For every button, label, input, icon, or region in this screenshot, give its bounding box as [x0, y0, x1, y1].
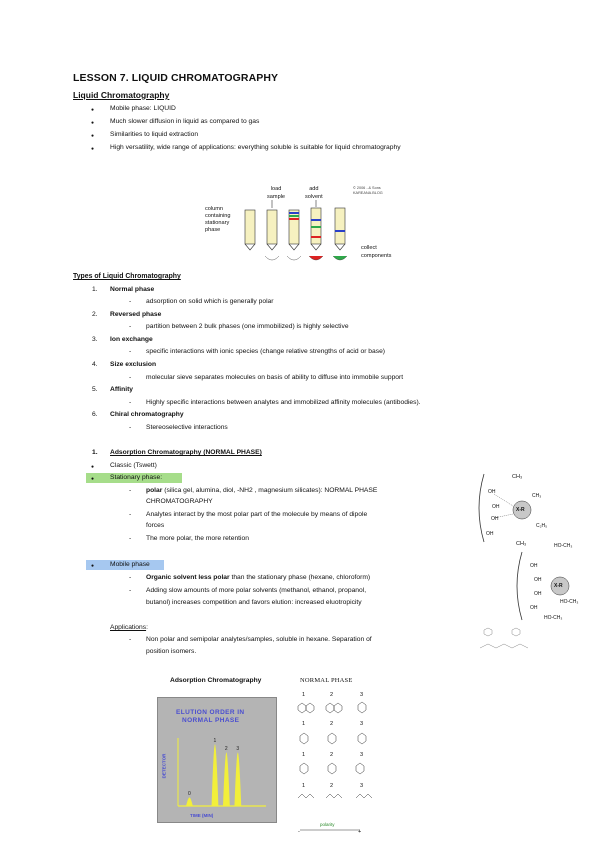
silica-surface-diagram-bottom: [510, 538, 595, 624]
chart-plot: [158, 698, 276, 822]
type-desc: - molecular sieve separates molecules on basis of ability to diffuse into immobile support: [146, 374, 403, 382]
type-number: 4.: [92, 361, 98, 368]
structure-number: 2: [330, 783, 334, 789]
structure-number: 3: [360, 692, 364, 698]
silica-surface-drawing-2: [510, 538, 595, 624]
structures-panel: [296, 688, 376, 838]
type-name: Affinity: [110, 386, 134, 393]
type-number: 5.: [92, 386, 98, 393]
hoch3-label: HO-CH₃: [544, 615, 563, 621]
xr-label: X-R: [554, 583, 563, 589]
stationary-item-dipole-cont: forces: [146, 522, 165, 529]
type-name: Normal phase: [110, 286, 155, 293]
oh-label: OH: [486, 531, 494, 537]
xr-label: X-R: [516, 507, 525, 513]
intro-bullet: ● Similarities to liquid extraction: [110, 131, 198, 139]
type-desc: - Stereoselective interactions: [146, 424, 228, 432]
columns-drawing: [195, 180, 405, 270]
chart-x-axis-label: TIME (MIN): [190, 813, 214, 818]
oh-label: OH: [530, 605, 538, 611]
structure-number: 3: [360, 721, 364, 727]
column-chromatography-diagram: [195, 180, 405, 270]
structure-number: 1: [302, 721, 306, 727]
applications-text-cont: position isomers.: [146, 648, 197, 655]
type-desc: - Highly specific interactions between analytes and immobilized affinity molecules (antibodies).: [146, 399, 421, 407]
adsorption-figure-label: Adsorption Chromatography: [170, 677, 262, 684]
chromatogram-peak-1: [212, 745, 218, 806]
stationary-item-retention: - The more polar, the more retention: [146, 535, 249, 543]
structure-number: 1: [302, 783, 306, 789]
polarity-label: polarity: [320, 822, 335, 827]
type-number: 1.: [92, 286, 98, 293]
type-name: Ion exchange: [110, 336, 153, 343]
isomer-sketch: [478, 626, 536, 654]
ch3-label: CH₃: [516, 541, 527, 547]
chart-title-line2: NORMAL PHASE: [182, 717, 240, 724]
peak-label-2: 2: [224, 745, 228, 752]
mobile-phase-label: ● Mobile phase: [110, 561, 150, 569]
section-subtitle: Liquid Chromatography: [73, 90, 170, 100]
elution-order-chart: [157, 697, 277, 823]
polarity-plus: +: [358, 829, 362, 835]
copyright-note: © 2006 ..& Sons KAREANA.BLOG: [353, 186, 383, 195]
intro-bullet: ● Much slower diffusion in liquid as compared to gas: [110, 118, 259, 126]
chart-title-line1: ELUTION ORDER IN: [176, 709, 245, 716]
column-label: column containing stationary phase: [205, 206, 231, 233]
chromatogram-peak-2: [223, 753, 229, 806]
silica-surface-diagram-top: [478, 470, 568, 546]
type-number: 6.: [92, 411, 98, 418]
intro-bullet: ● Mobile phase: LIQUID: [110, 105, 176, 113]
collect-components-label: collect components: [361, 245, 392, 259]
oh-label: OH: [530, 563, 538, 569]
structure-number: 3: [360, 752, 364, 758]
applications-text: - Non polar and semipolar analytes/samples, soluble in hexane. Separation of: [146, 636, 372, 644]
oh-label: OH: [491, 516, 499, 522]
stationary-item-polar-cont: CHROMATOGRAPHY: [146, 498, 213, 505]
stationary-phase-label: ● Stationary phase:: [110, 474, 162, 482]
type-name: Size exclusion: [110, 361, 157, 368]
oh-label: OH: [488, 489, 496, 495]
type-number: 3.: [92, 336, 98, 343]
page-title: LESSON 7. LIQUID CHROMATOGRAPHY: [73, 72, 279, 84]
structure-number: 2: [330, 752, 334, 758]
hoch3-label: HO-CH₃: [560, 599, 579, 605]
oh-label: OH: [534, 591, 542, 597]
stationary-item-dipole: - Analytes interact by the most polar part of the molecule by means of dipole: [146, 511, 367, 519]
add-solvent-label: add solvent: [305, 186, 323, 200]
type-number: 2.: [92, 311, 98, 318]
mobile-item-polar-solvents: - Adding slow amounts of more polar solvents (methanol, ethanol, propanol,: [146, 587, 366, 595]
types-heading: Types of Liquid Chromatography: [73, 273, 181, 280]
structure-number: 3: [360, 783, 364, 789]
c2h5-label: C₂H₅: [536, 523, 548, 529]
section-number: 1.: [92, 449, 98, 456]
polarity-minus: -: [298, 829, 300, 835]
structure-number: 2: [330, 721, 334, 727]
structures-drawing: [296, 688, 376, 838]
chromatogram-peak-3: [235, 753, 241, 806]
chart-y-axis-label: DETECTOR: [161, 753, 167, 779]
peak-label-1: 1: [213, 737, 217, 744]
classic-bullet: ● Classic (Tswett): [110, 462, 157, 470]
load-sample-label: load sample: [267, 186, 286, 200]
type-desc: - adsorption on solid which is generally polar: [146, 298, 274, 306]
peak-label-3: 3: [236, 745, 240, 752]
structure-number: 1: [302, 752, 306, 758]
ch3-label: CH₃: [532, 493, 542, 499]
peak-label-0: 0: [187, 790, 191, 797]
applications-label: Applications:: [110, 624, 148, 631]
type-desc: - specific interactions with ionic species (change relative strengths of acid or base): [146, 348, 385, 356]
mobile-item-polar-solvents-cont: butanol) increases competition and favors elution: increased eluotropicity: [146, 599, 362, 606]
mobile-item-solvent: - Organic solvent less polar than the stationary phase (hexane, chloroform): [146, 574, 370, 582]
stationary-item-polar: - polar (silica gel, alumina, diol, -NH2 , magnesium silicates): NORMAL PHASE: [146, 487, 377, 495]
chromatogram-peak-0: [186, 798, 192, 806]
oh-label: OH: [492, 504, 500, 510]
type-name: Reversed phase: [110, 311, 162, 318]
hoch3-label: HO-CH₃: [554, 543, 573, 549]
structure-number: 2: [330, 692, 334, 698]
section-heading: Adsorption Chromatography (NORMAL PHASE): [110, 449, 262, 456]
normal-phase-header: NORMAL PHASE: [300, 677, 353, 684]
intro-bullet: ● High versatility, wide range of applications: everything soluble is suitable for liquid chromatography: [110, 144, 401, 152]
type-name: Chiral chromatography: [110, 411, 184, 418]
structure-number: 1: [302, 692, 306, 698]
ch3-label: CH₃: [512, 474, 523, 480]
oh-label: OH: [534, 577, 542, 583]
type-desc: - partition between 2 bulk phases (one immobilized) is highly selective: [146, 323, 349, 331]
